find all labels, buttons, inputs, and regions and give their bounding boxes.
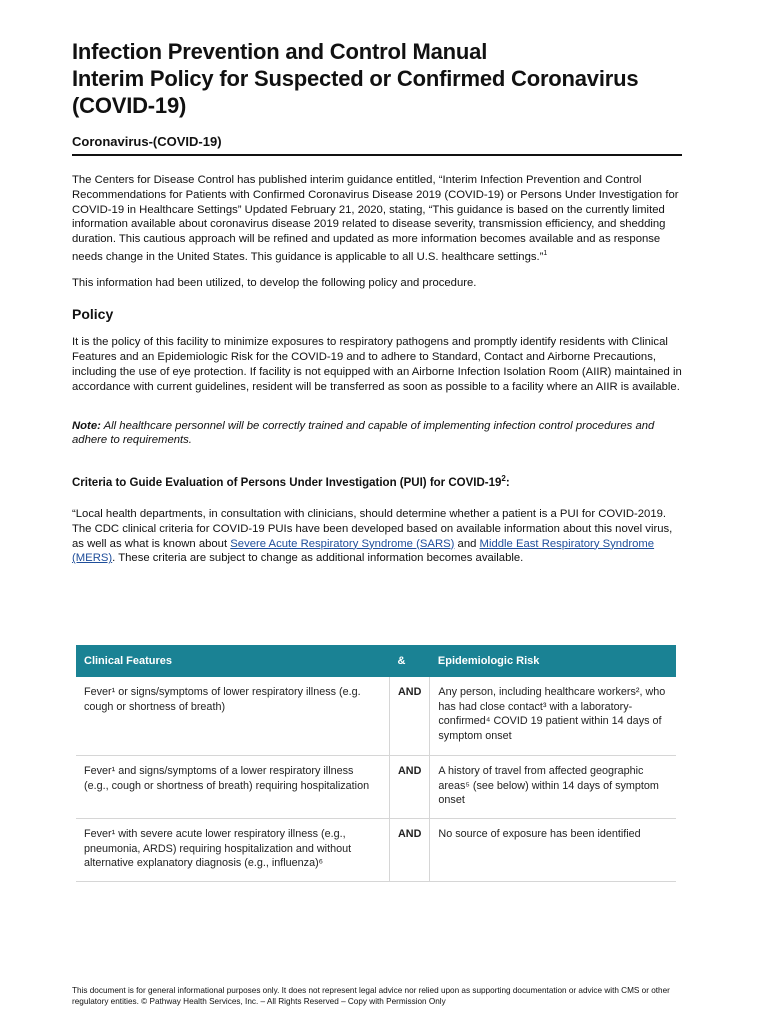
local-health-paragraph [72,507,682,566]
clinical-feature-cell: Fever¹ or signs/symptoms of lower respiratory illness (e.g. cough or shortness of breath) [76,677,390,756]
policy-paragraph: It is the policy of this facility to minimize exposures to respiratory pathogens and promptly identify residents with Clinical Features and an Epidemiologic Risk for the COVID-19 and to adhere to Standard, Contact and Airborne Precautions, including the use of eye protection. If facility is not equipped with an Airborne Infection Isolation Room (AIIR) maintained in accordance with current guidelines, resident will be transferred as soon as possible to a facility where an AIIR is available. [72,336,682,393]
mers-link[interactable]: Middle East Respiratory Syndrome (MERS) [72,537,655,565]
document-page [72,38,682,566]
criteria-footnote: 2 [501,474,506,484]
intro-text: The Centers for Disease Control has published interim guidance entitled, “Interim Infection Prevention and Control Recommendations for Patients with Confirmed Coronavirus Disease 2019 (COVID-19) or Persons Under Investigation for COVID-19 in Healthcare Settings” Updated February 21, 2020, stating, “This guidance is based on the currently limited information available about coronavirus disease 2019 related to disease severity, transmission efficiency, and shedding duration. This cautious approach will be refined and updated as more information becomes available and as response needs change in the United States. This guidance is applicable to all U.S. healthcare settings.” [72,174,679,263]
epidemiologic-risk-cell: Any person, including healthcare workers², who has had close contact³ with a laboratory-confirmed⁴ COVID 19 patient within 14 days of symptom onset [430,677,676,756]
local-text-before: “Local health departments, in consultation with clinicians, should determine whether a patient is a PUI for COVID-2019. The CDC clinical criteria for COVID-19 PUIs have been developed based on available information about this novel virus, as well as what is known about [72,507,673,550]
intro-footnote: 1 [543,249,548,257]
table-row [76,819,676,882]
header-ampersand: & [390,645,430,677]
table-header-row [76,645,676,677]
info-paragraph: This information had been utilized, to develop the following policy and procedure. [72,276,477,289]
pui-criteria-table [76,645,676,882]
document-title [72,38,682,119]
note-label: Note: [72,419,101,432]
title-line-1: Infection Prevention and Control Manual [72,39,488,64]
page-footer: This document is for general informational purposes only. It does not represent legal advice nor relied upon as supporting documentation or advice with CMS or other regulatory entities. © Pathway Health Services, Inc. – All Rights Reserved – Copy with Permission Only [72,986,670,1006]
table-row [76,677,676,756]
note-paragraph [72,419,682,449]
operator-cell: AND [390,819,430,882]
epidemiologic-risk-cell: No source of exposure has been identified [430,819,676,882]
local-text-after: . These criteria are subject to change as additional information becomes available. [112,552,524,565]
local-text-and: and [454,537,480,550]
title-line-2: Interim Policy for Suspected or Confirmed Coronavirus [72,66,639,91]
clinical-feature-cell: Fever¹ and signs/symptoms of a lower respiratory illness (e.g., cough or shortness of breath) requiring hospitalization [76,756,390,819]
header-clinical-features: Clinical Features [76,645,390,677]
criteria-heading-text: Criteria to Guide Evaluation of Persons Under Investigation (PUI) for COVID-19 [72,476,502,489]
table-row [76,756,676,819]
intro-paragraph [72,173,682,265]
operator-cell: AND [390,756,430,819]
sars-link[interactable]: Severe Acute Respiratory Syndrome (SARS) [230,537,455,550]
section-title: Coronavirus-(COVID-19) [72,134,682,156]
policy-heading: Policy [72,306,114,323]
header-epidemiologic-risk: Epidemiologic Risk [430,645,676,677]
criteria-heading [72,474,682,489]
epidemiologic-risk-cell: A history of travel from affected geographic areas⁵ (see below) within 14 days of symptom onset [430,756,676,819]
clinical-feature-cell: Fever¹ with severe acute lower respiratory illness (e.g., pneumonia, ARDS) requiring hospitalization and without alternative explanatory diagnosis (e.g., influenza)⁶ [76,819,390,882]
operator-cell: AND [390,677,430,756]
criteria-colon: : [505,476,510,489]
title-line-3: (COVID-19) [72,93,187,118]
note-text: All healthcare personnel will be correctly trained and capable of implementing infection control procedures and adhere to requirements. [72,419,655,447]
